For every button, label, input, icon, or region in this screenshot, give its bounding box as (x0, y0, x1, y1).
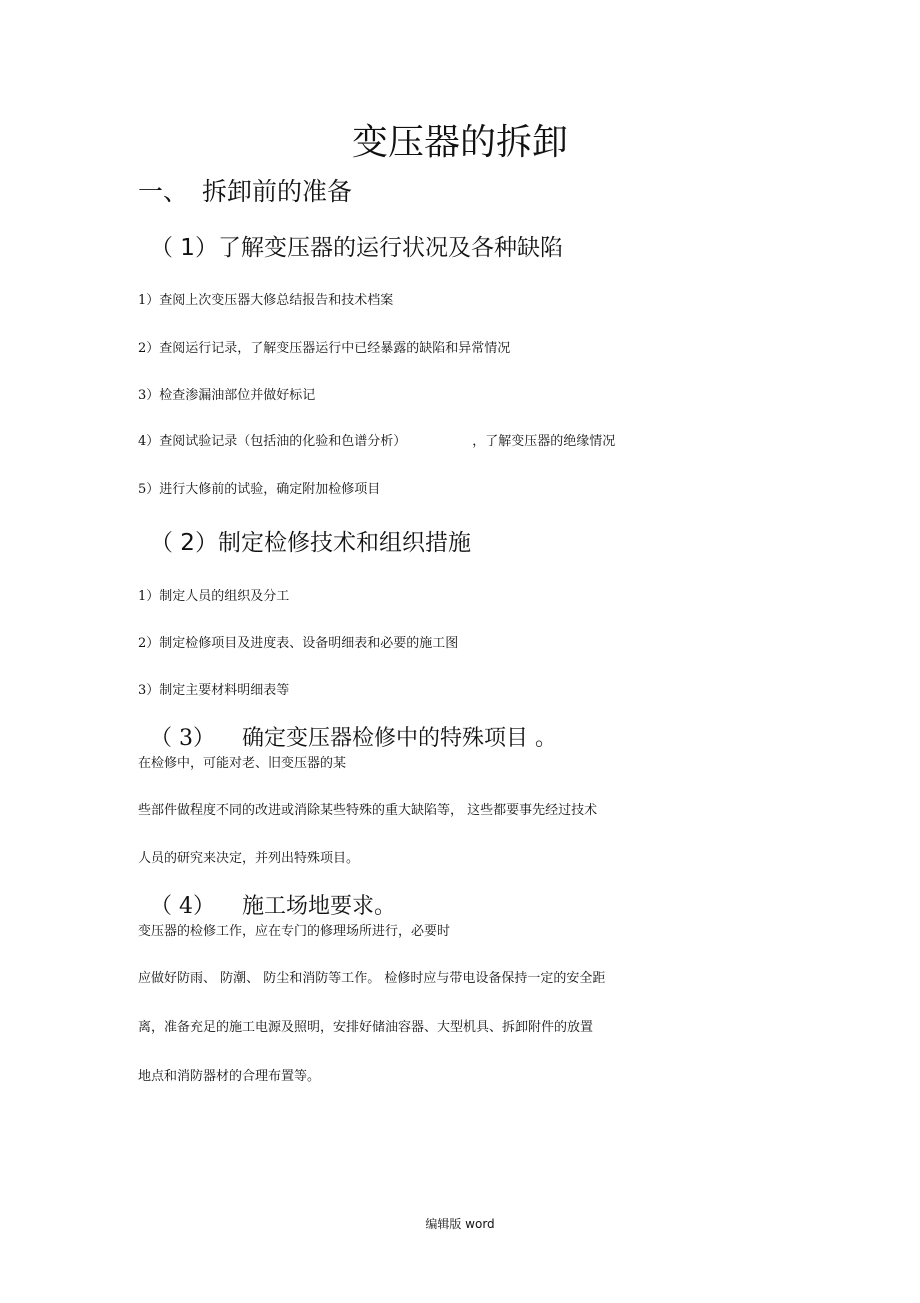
list-item (138, 432, 615, 452)
list-item: 1）查阅上次变压器大修总结报告和技术档案 (138, 293, 394, 308)
subsection-number: （ 4） (150, 894, 215, 919)
list-item-part: ，了解变压器的绝缘情况 (472, 434, 616, 449)
section-title: 拆卸前的准备 (202, 177, 353, 206)
section-heading-1 (138, 174, 352, 210)
paragraph-line: 变压器的检修工作，应在专门的修理场所进行，必要时 (138, 924, 451, 939)
paragraph-line: 应做好防雨、 防潮、 防尘和消防等工作。 检修时应与带电设备保持一定的安全距 (138, 971, 606, 986)
page-footer: 编辑版 word (425, 1217, 495, 1231)
list-item: 3）检查渗漏油部位并做好标记 (138, 388, 316, 403)
list-item: 5）进行大修前的试验，确定附加检修项目 (138, 482, 381, 497)
paragraph-line: 离，准备充足的施工电源及照明，安排好储油容器、大型机具、拆卸附件的放置 (138, 1020, 594, 1035)
list-item-part: 4）查阅试验记录（包括油的化验和色谱分析） (138, 434, 407, 449)
list-item: 2）制定检修项目及进度表、设备明细表和必要的施工图 (138, 636, 459, 651)
subsection-heading-1: （ 1）了解变压器的运行状况及各种缺陷 (150, 235, 563, 261)
document-title: 变压器的拆卸 (351, 122, 568, 163)
subsection-title: 确定变压器检修中的特殊项目 。 (242, 726, 557, 751)
paragraph-line: 些部件做程度不同的改进或消除某些特殊的重大缺陷等， 这些都要事先经过技术 (138, 803, 598, 818)
list-item: 2）查阅运行记录，了解变压器运行中已经暴露的缺陷和异常情况 (138, 341, 511, 356)
subsection-heading-3 (150, 724, 557, 754)
list-item: 1）制定人员的组织及分工 (138, 589, 290, 604)
section-number: 一、 (138, 177, 189, 206)
paragraph-line: 在检修中，可能对老、旧变压器的某 (138, 756, 347, 771)
subsection-title: 施工场地要求。 (242, 894, 397, 919)
list-item: 3）制定主要材料明细表等 (138, 683, 290, 698)
subsection-number: （ 3） (150, 726, 215, 751)
paragraph-line: 地点和消防器材的合理布置等。 (138, 1069, 321, 1084)
paragraph-line: 人员的研究来决定，并列出特殊项目。 (138, 851, 360, 866)
subsection-heading-2: （ 2）制定检修技术和组织措施 (150, 530, 471, 556)
subsection-heading-4 (150, 892, 396, 922)
